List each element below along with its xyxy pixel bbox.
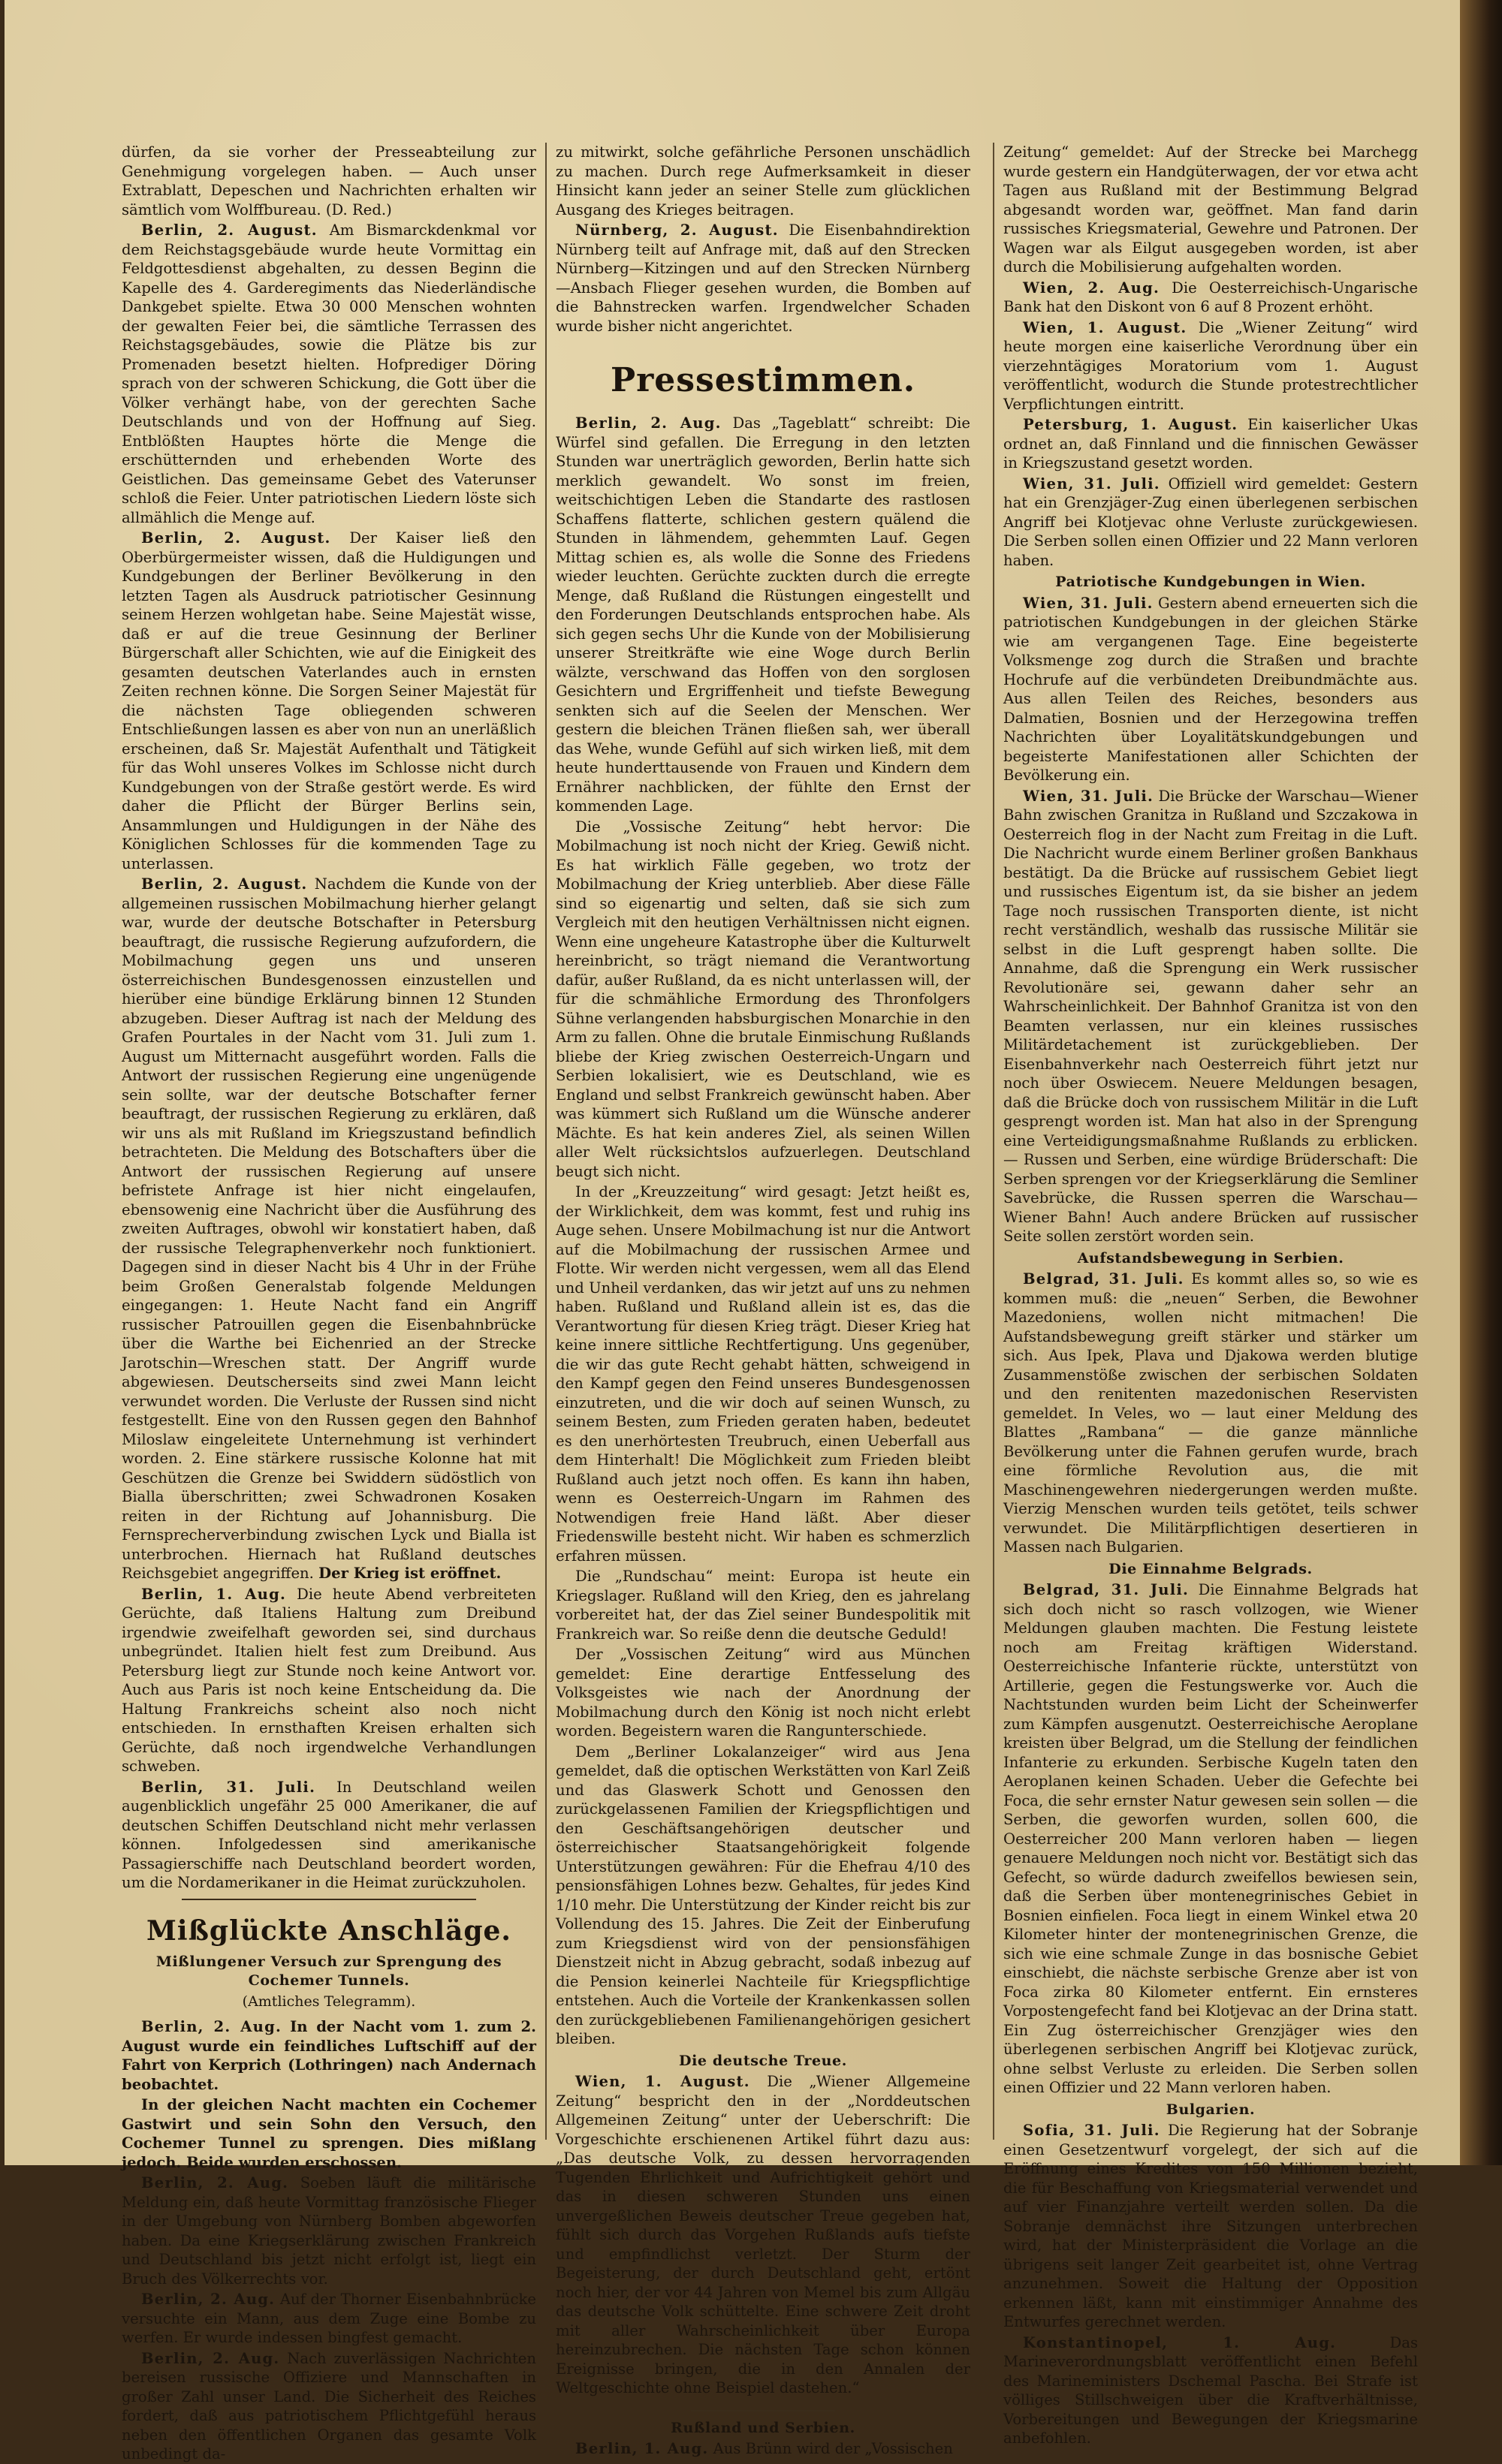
article-paragraph: Berlin, 31. Juli. In Deutschland weilen augenblicklich ungefähr 25 000 Amerikaner, die auf deutschen Schiffen Deutschland nicht mehr verlassen können. Infolgedessen sind amerikanische Passagierschiffe nach Deutschland beordert worden, um die Nordamerikaner in die Heimat zurückzuholen. — [122, 1778, 536, 1891]
article-paragraph: Dem „Berliner Lokalanzeiger“ wird aus Jena gemeldet, daß die optischen Werkstätten von Karl Zeiß und das Glaswerk Schott und Genossen den zurückgelassenen Familien der Kriegspflichtigen und den Geschäftsangehörigen deutscher und österreichischer Staatsangehörigkeit folgende Unterstützungen gewähren: Für die Ehefrau 4/10 des pensionsfähigen Lohnes bezw. Gehaltes, für jedes Kind 1/10 mehr. Die Unterstützung der Kinder reicht bis zur Vollendung des 15. Jahres. Die Zeit der Einberufung zum Kriegsdienst wird von der pensionsfähigen Dienstzeit nicht in Abzug gebracht, sodaß inbezug auf die Pension keinerlei Nachteile für Kriegspflichtige entstehen. Auch die Vorteile der Krankenkassen sollen den zurückgebliebenen Familienangehörigen gesichert bleiben. — [556, 1743, 970, 2047]
article-paragraph: Berlin, 2. August. Am Bismarckdenkmal vor dem Reichstagsgebäude wurde heute Vormittag ein Feldgottesdienst abgehalten, zu dessen Beginn die Kapelle des 4. Garderegiments das Niederländische Dankgebet spielte. Etwa 30 000 Menschen wohnten der gewalten Feier bei, die sämtliche Terrassen des Reichstagsgebäudes, sowie die Plätze bis zur Promenaden besetzt hielten. Hofprediger Döring sprach von der schweren Schickung, die Gott über die Völker verhängt habe, von der gerechten Sache Deutschlands und von der Hoffnung auf Sieg. Entblößten Hauptes hörte die Menge die erschütternden und erhebenden Worte des Geistlichen. Das gemeinsame Gebet des Vaterunser schloß die Feier. Unter patriotischen Liedern löste sich allmählich die Menge auf. — [122, 221, 536, 526]
article-paragraph: Berlin, 2. Aug. Nach zuverlässigen Nachrichten bereisen russische Offiziere und Mannschaften in großer Zahl unser Land. Die Sicherheit des Reiches fordert, daß aus patriotischem Pflichtgefühl heraus neben den öffentlichen Organen das gesamte Volk unbedingt da- — [122, 2349, 537, 2462]
official-note: (Amtliches Telegramm). — [242, 1993, 416, 2010]
newspaper-page — [5, 0, 1460, 2462]
article-paragraph: Berlin, 2. Aug. Auf der Thorner Eisenbahnbrücke versuchte ein Mann, aus dem Zuge eine Bombe zu werfen. Er wurde indessen bingfest gemacht. — [122, 2291, 536, 2346]
binding-edge — [1460, 0, 1502, 2165]
article-paragraph: Konstantinopel, 1. Aug. Das Marineverordnungsblatt veröffentlicht einen Befehl des Marineministers Dschemal Pascha. Bei Strafe ist völliges Stillschweigen über die Kraftverhältnisse, Vorbereitungen und Bewegungen der Kriegsmarine anbefohlen. — [1003, 2333, 1418, 2447]
article-paragraph: Wien, 1. August. Die „Wiener Zeitung“ wird heute morgen eine kaiserliche Verordnung über ein vierzehntägiges Moratorium vom 1. August veröffentlicht, wodurch die Stunde protestrechtlicher Verpflichtungen eintritt. — [1003, 318, 1419, 413]
article-paragraph: Berlin, 2. August. Nachdem die Kunde von der allgemeinen russischen Mobilmachung hierher gelangt war, wurde der deutsche Botschafter in Petersburg beauftragt, die russische Regierung aufzufordern, die Mobilmachung gegen uns und unseren österreichischen Bundesgenossen einzustellen und hierüber eine bündige Erklärung binnen 12 Stunden abzugeben. Dieser Auftrag ist nach der Meldung des Grafen Pourtales in der Nacht vom 31. Juli zum 1. August um Mitternacht ausgeführt worden. Falls die Antwort der russischen Regierung eine ungenügende sein sollte, war der deutsche Botschafter ferner beauftragt, der russischen Regierung zu erklären, daß wir uns als mit Rußland im Kriegszustand befindlich betrachteten. Die Meldung des Botschafters über die Antwort der russischen Regierung auf unsere befristete Anfrage ist hier nicht eingelaufen, ebensowenig eine Nachricht über die Ausführung des zweiten Auftrages, obwohl wir konstatiert haben, daß der russische Telegraphenverkehr noch funktioniert. Dagegen sind in dieser Nacht bis 4 Uhr in der Frühe beim Großen Generalstab folgende Meldungen eingegangen: 1. Heute Nacht fand ein Angriff russischer Patrouillen gegen die Eisenbahnbrücke über die Warthe bei Eichenried an der Strecke Jarotschin—Wreschen statt. Der Angriff wurde abgewiesen. Deutscherseits sind zwei Mann leicht verwundet worden. Die Verluste der Russen sind nicht festgestellt. Eine von den Russen gegen den Bahnhof Miloslaw eingeleitete Unternehmung ist verhindert worden. 2. Eine stärkere russische Kolonne hat mit Geschützen die Grenze bei Swiddern südöstlich von Bialla überschritten; zwei Schwadronen Kosaken reiten in der Richtung auf Johannisburg. Die Fernsprecherverbindung zwischen Lyck und Bialla ist unterbrochen. Hiernach hat Rußland deutsches Reichsgebiet angegriffen. Der Krieg ist eröffnet. — [122, 875, 536, 1582]
subheadline: Aufstandsbewegung in Serbien. — [1077, 1249, 1344, 1267]
headline-pressestimmen: Pressestimmen. — [610, 361, 916, 399]
column-rule — [545, 143, 547, 2140]
column-right — [1003, 143, 1419, 2447]
article-paragraph: Sofia, 31. Juli. Die Regierung hat der Sobranje einen Gesetzentwurf vorgelegt, der sich auf die Eröffnung eines Kredites von 150 Millionen bezieht, die für Beschaffung von Kriegsmaterial verwendet und auf vier Finanzjahre verteilt werden sollen. Da die Sobranje demnächst ihre Sitzungen unterbrechen wird, hat der Ministerpräsident die Vorlage an die übrigens seit langer Zeit gearbeitet ist, ohne Vertrag anzunehmen. Soweit die Haltung der Opposition erkennen läßt, kann mit einstimmiger Annahme des Entwurfes gerechnet werden. — [1003, 2122, 1419, 2330]
article-paragraph: In der „Kreuzzeitung“ wird gesagt: Jetzt heißt es, der Wirklichkeit, dem was kommt, fest und ruhig ins Auge sehen. Unsere Mobilmachung ist nur die Antwort auf die Mobilmachung der russischen Armee und Flotte. Wir werden nicht vergessen, wem all das Elend und Unheil verdanken, das wir jetzt auf uns zu nehmen haben. Rußland und Rußland allein ist es, das die Verantwortung für diesen Krieg trägt. Dieser Krieg hat keine innere sittliche Rechtfertigung. Uns gegenüber, die wir das gute Recht gehabt hätten, schweigend in den Kampf gegen den Feind unseres Bundesgenossen einzutreten, und die wir doch auf seinen Wunsch, zu seinem Besten, zum Frieden geraten haben, bedeutet es den unerhörtesten Treubruch, einen Ueberfall aus dem Hinterhalt! Die Möglichkeit zum Frieden bleibt Rußland auch jetzt noch offen. Es kann ihn haben, wenn es Oesterreich-Ungarn im Rahmen des Notwendigen freie Hand läßt. Aber dieser Friedenswille besteht nicht. Wir haben es schmerzlich erfahren müssen. — [556, 1183, 970, 1565]
column-rule — [993, 143, 994, 2140]
column-left — [122, 143, 537, 2462]
divider — [691, 2410, 835, 2411]
divider — [182, 1899, 476, 1900]
article-paragraph: Die „Vossische Zeitung“ hebt hervor: Die Mobilmachung ist noch nicht der Krieg. Gewiß nicht. Es hat wirklich Fälle gegeben, wo trotz der Mobilmachung der Krieg unterblieb. Aber diese Fälle sind so eigenartig und selten, daß sie sich zum Vergleich mit den heutigen Verhältnissen nicht eignen. Wenn eine ungeheure Katastrophe über die Kulturwelt hereinbricht, so trägt niemand die Verantwortung dafür, außer Rußland, da es nicht unterlassen will, der für die schmähliche Ermordung des Thronfolgers Sühne verlangenden habsburgischen Monarchie in den Arm zu fallen. Ohne die brutale Einmischung Rußlands bliebe der Krieg zwischen Oesterreich-Ungarn und Serbien lokalisiert, wie es Deutschland, wie es England und selbst Frankreich gewünscht haben. Aber was kümmert sich Rußland um die Wünsche anderer Mächte. Es hat kein anderes Ziel, als seinen Willen aller Welt rücksichtslos aufzuerlegen. Deutschland beugt sich nicht. — [556, 818, 970, 1180]
subheadline: Die deutsche Treue. — [679, 2052, 847, 2069]
subheadline: Mißlungener Versuch zur Sprengung des Cochemer Tunnels. — [155, 1953, 502, 1989]
article-paragraph: In der gleichen Nacht machten ein Cochemer Gastwirt und sein Sohn den Versuch, den Cochemer Tunnel zu sprengen. Dies mißlang jedoch. Beide wurden erschossen. — [122, 2096, 536, 2171]
column-middle — [556, 143, 971, 2457]
article-paragraph: Wien, 31. Juli. Die Brücke der Warschau—Wiener Bahn zwischen Granitza in Rußland und Szczakowa in Oesterreich flog in der Nacht zum Freitag in die Luft. Die Nachricht wurde einem Berliner großen Bankhaus bestätigt. Da die Brücke auf russischem Gebiet liegt und russisches Eigentum ist, da sie bisher an jedem Tage noch russischen Transporten diente, ist nicht recht verständlich, weshalb das russische Militär sie selbst in die Luft gesprengt haben sollte. Die Annahme, daß die Sprengung ein Werk russischer Revolutionäre sei, gewann daher sehr an Wahrscheinlichkeit. Der Bahnhof Granitza ist von den Beamten verlassen, nur ein kleines russisches Militärdetachement ist zurückgeblieben. Der Eisenbahnverkehr nach Oesterreich führt jetzt nur noch über Oswiecem. Neuere Meldungen besagen, daß die Brücke doch von russischem Militär in die Luft gesprengt worden ist. Man hat also in der Sprengung eine Verteidigungsmaßnahme Rußlands zu erblicken. — Russen und Serben, eine würdige Brüderschaft: Die Serben sprengen vor der Kriegserklärung die Semliner Savebrücke, die Russen sperren die Warschau—Wiener Bahn! Auch andere Brücken auf russischer Seite sollen zerstört worden sein. — [1003, 787, 1418, 1245]
subheadline: Die Einnahme Belgrads. — [1108, 1560, 1313, 1577]
article-paragraph: Berlin, 1. Aug. Aus Brünn wird der „Vossischen — [575, 2440, 953, 2457]
headline-anschlaege: Mißglückte Anschläge. — [146, 1914, 511, 1947]
article-paragraph: Wien, 2. Aug. Die Oesterreichisch-Ungarische Bank hat den Diskont von 6 auf 8 Prozent erhöht. — [1003, 279, 1418, 315]
article-paragraph: Wien, 31. Juli. Gestern abend erneuerten sich die patriotischen Kundgebungen in der gleichen Stärke wie am vergangenen Tage. Eine begeisterte Volksmenge zog durch die Straßen und brachte Hochrufe auf die verbündeten Dreibundmächte aus. Aus allen Teilen des Reiches, besonders aus Dalmatien, Bosnien und der Herzegowina treffen Nachrichten über Loyalitätskundgebungen und begeisterte Manifestationen aller Schichten der Bevölkerung ein. — [1003, 594, 1418, 784]
article-paragraph: dürfen, da sie vorher der Presseabteilung zur Genehmigung vorgelegen haben. — Auch unser Extrablatt, Depeschen und Nachrichten erhalten wir sämtlich vom Wolffbureau. (D. Red.) — [122, 143, 536, 218]
article-paragraph: Wien, 1. August. Die „Wiener Allgemeine Zeitung“ bespricht den in der „Norddeutschen Allgemeinen Zeitung“ unter der Ueberschrift: Die Vorgeschichte erschienenen Artikel führt dazu aus: „Das deutsche Volk, zu dessen hervorragenden Tugenden Ehrlichkeit und Aufrichtigkeit gehört und das in diesen schweren Stunden uns einen unvergeßlichen Beweis deutscher Treue gegeben hat, fühlt sich durch das Vorgehen Rußlands aufs tiefste und empfindlichst verletzt. Der Sturm der Begeisterung, der durch Deutschland geht, ertönt noch hier, der vor 44 Jahren von Memel bis zum Allgäu das deutsche Volk schüttelte. Eine schwere Zeit droht mit aller Wahrscheinlichkeit über Europa hereinzubrechen. Die nächsten Tage schon können Ereignisse bringen, die in den Annalen der Weltgeschichte ohne Beispiel dastehen.“ — [556, 2073, 970, 2396]
article-paragraph: Zeitung“ gemeldet: Auf der Strecke bei Marchegg wurde gestern ein Handgüterwagen, der vor etwa acht Tagen aus Rußland mit der Bestimmung Belgrad abgesandt worden war, geöffnet. Man fand darin russisches Kriegsmaterial, Gewehre und Patronen. Der Wagen war als Eilgut ausgegeben worden, ist aber durch die Mobilisierung aufgehalten worden. — [1003, 143, 1418, 276]
article-paragraph: Belgrad, 31. Juli. Die Einnahme Belgrads hat sich doch nicht so rasch vollzogen, wie Wiener Meldungen glauben machten. Die Festung leistete noch am Freitag kräftigen Widerstand. Oesterreichische Infanterie rückte, unterstützt von Artillerie, gegen die Festungswerke vor. Auch die Nachtstunden wurden beim Licht der Scheinwerfer zum Kämpfen ausgenutzt. Oesterreichische Aeroplane kreisten über Belgrad, um die Stellung der feindlichen Infanterie zu erkunden. Serbische Kugeln taten den Aeroplanen keinen Schaden. Ueber die Gefechte bei Foca, die sehr ernster Natur gewesen sein sollen — die Serben, die geworfen wurden, sollen 600, die Oesterreicher 200 Mann verloren haben — liegen genauere Meldungen noch nicht vor. Bestätigt sich das Gefecht, so würde dadurch zweifellos bewiesen sein, daß die Serben über montenegrinisches Gebiet in Bosnien einfielen. Foca liegt in einem Winkel etwa 20 Kilometer hinter der montenegrinischen Grenze, die sich wie eine schmale Zunge in das bosnische Gebiet einschiebt, die nächste serbische Grenze aber ist von Foca zirka 80 Kilometer entfernt. Ein ernsteres Vorpostengefecht fand bei Klotjevac an der Drina statt. Ein Zug österreichischer Grenzjäger wies den überlegenen serbischen Angriff bei Klotjevac zurück, ohne selbst Verluste zu erleiden. Die Serben sollen einen Offizier und 22 Mann verloren haben. — [1003, 1581, 1418, 2096]
subheadline: Patriotische Kundgebungen in Wien. — [1055, 574, 1366, 590]
article-paragraph: Der „Vossischen Zeitung“ wird aus München gemeldet: Eine derartige Entfesselung des Volksgeistes wie nach der Anordnung der Mobilmachung durch den König ist noch nicht erlebt worden. Begeistern waren die Rangunterschiede. — [556, 1646, 970, 1740]
article-paragraph: Belgrad, 31. Juli. Es kommt alles so, so wie es kommen muß: die „neuen“ Serben, die Bewohner Mazedoniens, wollen nicht mitmachen! Die Aufstandsbewegung greift stärker und stärker um sich. Aus Ipek, Plava und Djakowa werden blutige Zusammenstöße zwischen der serbischen Soldaten und den renitenten mazedonischen Reservisten gemeldet. In Veles, wo — laut einer Meldung des Blattes „Rambana“ — die ganze männliche Bevölkerung unter die Fahnen gerufen wurde, brach eine förmliche Revolution aus, die mit Maschinengewehren niedergerungen werden mußte. Vierzig Menschen wurden teils getötet, teils schwer verwundet. Die Militärpflichtigen desertieren in Massen nach Bulgarien. — [1003, 1270, 1418, 1556]
subheadline: Rußland und Serbien. — [671, 2419, 855, 2436]
article-paragraph: Berlin, 2. August. Der Kaiser ließ den Oberbürgermeister wissen, daß die Huldigungen und Kundgebungen der Berliner Bevölkerung in den letzten Tagen als Ausdruck patriotischer Gesinnung seinem Herzen wohlgetan habe. Seine Majestät wisse, daß er auf die treue Gesinnung der Berliner Bürgerschaft aller Schichten, wie auf die Einigkeit des gesamten deutschen Vaterlandes auch in ernsten Zeiten rechnen könne. Die Sorgen Seiner Majestät für die nächsten Tage obliegenden schweren Entschließungen lassen es aber von nun an unerläßlich erscheinen, daß Sr. Majestät Aufenthalt und Tätigkeit für das Wohl unseres Volkes im Schlosse nicht durch Kundgebungen von der Straße gestört werde. Es wird daher die Pflicht der Bürger Berlins sein, Ansammlungen und Huldigungen in der Nähe des Königlichen Schlosses für die kommenden Tage zu unterlassen. — [122, 529, 537, 872]
article-paragraph: Berlin, 1. Aug. Die heute Abend verbreiteten Gerüchte, daß Italiens Haltung zum Dreibund irgendwie zweifelhaft geworden sei, sind durchaus unbegründet. Italien hielt fest zum Dreibund. Aus Petersburg liegt zur Stunde noch keine Antwort vor. Auch aus Paris ist noch keine Entscheidung da. Die Haltung Frankreichs scheint also noch nicht entschieden. In ernsthaften Kreisen erhalten sich Gerüchte, daß noch irgendwelche Verhandlungen schweben. — [122, 1585, 537, 1775]
article-paragraph: Berlin, 2. Aug. Soeben läuft die militärische Meldung ein, daß heute Vormittag französische Flieger in der Umgebung von Nürnberg Bomben abgeworfen haben. Da eine Kriegserklärung zwischen Frankreich und Deutschland bis jetzt nicht erfolgt ist, liegt ein Bruch des Völkerrechts vor. — [122, 2174, 537, 2288]
article-paragraph: Berlin, 2. Aug. Das „Tageblatt“ schreibt: Die Würfel sind gefallen. Die Erregung in den letzten Stunden war unerträglich geworden, Berlin hatte sich merklich gewandelt. Wo sonst im freien, weitschichtigen Leben die Standarte des rastlosen Schaffens flatterte, schlichen gestern quälend die Stunden in lähmendem, gehemmten Lauf. Gegen Mittag schien es, als wolle die Sonne des Friedens wieder leuchten. Gerüchte zuckten durch die erregte Menge, daß Rußland die Rüstungen eingestellt und den Forderungen Deutschlands entsprochen habe. Als sich gegen sechs Uhr die Kunde von der Mobilisierung unserer Streitkräfte wie eine Woge durch Berlin wälzte, verschwand das Hoffen von den sorglosen Gesichtern und Ergriffenheit und tiefste Bewegung senkten sich auf die Seelen der Menschen. Wer gestern die bleichen Tränen fließen sah, wer überall das Wehe, wunde Gefühl auf sich wirken ließ, mit dem heute hunderttausende von Frauen und Kindern dem Ernährer nachblicken, der fühlte den Ernst der kommenden Lage. — [556, 414, 971, 815]
article-paragraph: Wien, 31. Juli. Offiziell wird gemeldet: Gestern hat ein Grenzjäger-Zug einen überlegenen serbischen Angriff bei Klotjevac ohne Verluste zurückgewiesen. Die Serben sollen einen Offizier und 22 Mann verloren haben. — [1003, 474, 1418, 569]
subheadline: Bulgarien. — [1166, 2101, 1256, 2118]
article-paragraph: Berlin, 2. Aug. In der Nacht vom 1. zum 2. August wurde ein feindliches Luftschiff auf der Fahrt von Kerprich (Lothringen) nach Andernach beobachtet. — [122, 2018, 536, 2093]
article-paragraph: Die „Rundschau“ meint: Europa ist heute ein Kriegslager. Rußland will den Krieg, den es jahrelang vorbereitet hat, der das Ziel seiner Bundespolitik mit Frankreich war. So reiße denn die deutsche Geduld! — [556, 1568, 970, 1643]
article-paragraph: Nürnberg, 2. August. Die Eisenbahndirektion Nürnberg teilt auf Anfrage mit, daß auf den Strecken Nürnberg—Kitzingen und auf den Strecken Nürnberg—Ansbach Flieger gesehen wurden, die Bomben auf die Bahnstrecken warfen. Irgendwelcher Schaden wurde bisher nicht angerichtet. — [556, 221, 970, 335]
article-paragraph: Petersburg, 1. August. Ein kaiserlicher Ukas ordnet an, daß Finnland und die finnischen Gewässer in Kriegszustand gesetzt worden. — [1003, 416, 1419, 471]
article-paragraph: zu mitwirkt, solche gefährliche Personen unschädlich zu machen. Durch rege Aufmerksamkeit in dieser Hinsicht kann jeder an seiner Stelle zum glücklichen Ausgang des Krieges beitragen. — [556, 143, 970, 218]
